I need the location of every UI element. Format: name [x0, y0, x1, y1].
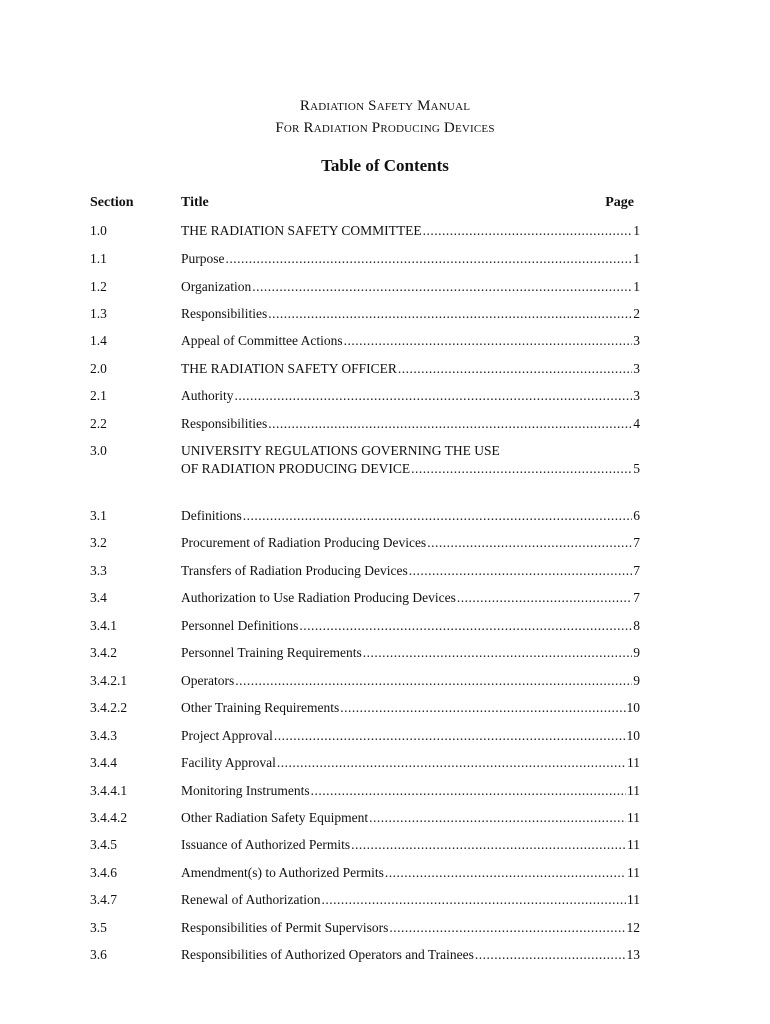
toc-entry-line — [181, 360, 640, 378]
toc-entry-title: Operators — [181, 673, 235, 688]
dot-leader — [268, 415, 632, 433]
toc-entry-title: Issuance of Authorized Permits — [181, 837, 351, 852]
toc-entry-number: 3.4.5 — [90, 837, 117, 852]
toc-entry-body — [181, 864, 640, 882]
toc-entry-number: 3.6 — [90, 947, 107, 962]
toc-entry-body — [181, 782, 640, 800]
toc-entry-number: 3.4.4 — [90, 755, 117, 770]
dot-leader — [389, 919, 625, 937]
toc-entry-line — [181, 460, 640, 478]
toc-entry-body — [181, 534, 640, 552]
toc-entry-page: 1 — [633, 251, 640, 266]
toc-entry-line — [181, 919, 640, 937]
toc-entry-number: 3.4.2 — [90, 645, 117, 660]
dot-leader — [369, 809, 626, 827]
toc-entry-number: 3.4.4.2 — [90, 810, 128, 825]
toc-entry-number: 2.2 — [90, 416, 107, 431]
toc-entry-page: 11 — [627, 810, 640, 825]
toc-entry-title: Renewal of Authorization — [181, 892, 321, 907]
toc-entry-title: Responsibilities — [181, 416, 268, 431]
toc-entry-body — [181, 278, 640, 296]
toc-entry-title: OF RADIATION PRODUCING DEVICE — [181, 461, 411, 476]
toc-entry-title: Facility Approval — [181, 755, 276, 770]
toc-entry-title: Authorization to Use Radiation Producing Devices — [181, 590, 456, 605]
toc-entry-page: 7 — [633, 590, 640, 605]
toc-entry-body — [181, 644, 640, 662]
toc-entry-line — [181, 507, 640, 525]
toc-entry-page: 3 — [633, 388, 640, 403]
toc-entry-title: Purpose — [181, 251, 225, 266]
toc-entry-line — [181, 617, 640, 635]
dot-leader — [385, 864, 626, 882]
toc-entry-title: Monitoring Instruments — [181, 783, 310, 798]
toc-entry-body — [181, 415, 640, 433]
toc-entry-number: 2.0 — [90, 361, 107, 376]
toc-entry-number: 3.4.2.1 — [90, 673, 128, 688]
dot-leader — [427, 534, 632, 552]
toc-entry-number: 3.4.1 — [90, 618, 117, 633]
toc-entry-page: 5 — [633, 461, 640, 476]
dot-leader — [344, 332, 633, 350]
toc-entry-body — [181, 809, 640, 827]
toc-entry-line — [181, 305, 640, 323]
dot-leader — [311, 782, 626, 800]
title-line-2: For Radiation Producing Devices — [275, 120, 495, 136]
toc-entry-number: 1.2 — [90, 279, 107, 294]
toc-entry-body — [181, 589, 640, 607]
toc-entry-number: 3.4.2.2 — [90, 700, 128, 715]
toc-entry-title-first-line: UNIVERSITY REGULATIONS GOVERNING THE USE — [181, 443, 500, 458]
toc-entry-line — [181, 891, 640, 909]
toc-heading: Table of Contents — [321, 156, 449, 175]
toc-entry-body — [181, 617, 640, 635]
toc-entry-page: 11 — [627, 783, 640, 798]
toc-entry-body — [181, 836, 640, 854]
dot-leader — [351, 836, 626, 854]
toc-entry-body — [181, 919, 640, 937]
toc-entry-line — [181, 782, 640, 800]
toc-entry-body — [181, 699, 640, 717]
toc-entry-number: 2.1 — [90, 388, 107, 403]
dot-leader — [268, 305, 632, 323]
toc-entry-page: 9 — [633, 645, 640, 660]
dot-leader — [457, 589, 632, 607]
toc-entry-title: Definitions — [181, 508, 242, 523]
dot-leader — [321, 891, 626, 909]
dot-leader — [274, 727, 626, 745]
toc-entry-body — [181, 727, 640, 745]
toc-entry-title: Authority — [181, 388, 234, 403]
toc-entry-number: 3.4.4.1 — [90, 783, 128, 798]
toc-entry-page: 11 — [627, 755, 640, 770]
toc-entry-title: Other Radiation Safety Equipment — [181, 810, 369, 825]
toc-entry-page: 3 — [633, 333, 640, 348]
toc-entry-title: Personnel Training Requirements — [181, 645, 362, 660]
toc-entry-line — [181, 415, 640, 433]
toc-entry-title: Responsibilities of Authorized Operators and Trainees — [181, 947, 474, 962]
toc-entry-line — [181, 727, 640, 745]
title-column-header: Title — [181, 195, 209, 210]
toc-entry-line — [181, 562, 640, 580]
dot-leader — [411, 460, 632, 478]
toc-entry-page: 6 — [633, 508, 640, 523]
dot-leader — [277, 754, 626, 772]
toc-entry-line — [181, 864, 640, 882]
toc-entry-body — [181, 222, 640, 240]
toc-entry-title: Responsibilities — [181, 306, 268, 321]
dot-leader — [235, 387, 633, 405]
dot-leader — [252, 278, 632, 296]
toc-entry-line — [181, 754, 640, 772]
toc-entry-body — [181, 562, 640, 580]
toc-entry-title: Project Approval — [181, 728, 273, 743]
toc-entry-number: 3.0 — [90, 443, 107, 458]
toc-entry-page: 1 — [633, 279, 640, 294]
dot-leader — [226, 250, 633, 268]
toc-entry-number: 1.4 — [90, 333, 107, 348]
toc-entry-body — [181, 332, 640, 350]
toc-entry-line — [181, 250, 640, 268]
toc-entry-line — [181, 809, 640, 827]
toc-entry-title: Other Training Requirements — [181, 700, 340, 715]
toc-entry-line — [181, 332, 640, 350]
dot-leader — [423, 222, 633, 240]
toc-entry-number: 1.1 — [90, 251, 107, 266]
toc-entry-page: 1 — [633, 223, 640, 238]
toc-entry-body — [181, 946, 640, 964]
toc-entry-line — [181, 836, 640, 854]
section-column-header: Section — [90, 195, 134, 210]
toc-entry-body — [181, 250, 640, 268]
toc-entry-body — [181, 672, 640, 690]
toc-entry-line — [181, 222, 640, 240]
toc-entry-number: 3.4.7 — [90, 892, 117, 907]
toc-entry-line — [181, 672, 640, 690]
toc-entry-number: 3.3 — [90, 563, 107, 578]
toc-entry-number: 3.1 — [90, 508, 107, 523]
toc-entry-title: Procurement of Radiation Producing Devices — [181, 535, 427, 550]
toc-entry-page: 11 — [627, 865, 640, 880]
toc-entry-body — [181, 754, 640, 772]
toc-entry-title: Amendment(s) to Authorized Permits — [181, 865, 384, 880]
toc-entry-title: THE RADIATION SAFETY COMMITTEE — [181, 223, 422, 238]
title-line-1: Radiation Safety Manual — [299, 98, 471, 114]
toc-entry-title: Transfers of Radiation Producing Devices — [181, 563, 408, 578]
toc-entry-page: 9 — [633, 673, 640, 688]
dot-leader — [363, 644, 633, 662]
toc-entry-page: 13 — [626, 947, 640, 962]
toc-entry-page: 10 — [626, 700, 640, 715]
toc-entry-page: 11 — [627, 892, 640, 907]
toc-entry-number: 1.0 — [90, 223, 107, 238]
toc-entry-page: 2 — [633, 306, 640, 321]
dot-leader — [340, 699, 625, 717]
dot-leader — [398, 360, 632, 378]
toc-entry-number: 3.4.6 — [90, 865, 117, 880]
toc-entry-page: 3 — [633, 361, 640, 376]
document-title — [0, 95, 770, 139]
toc-entry-body — [181, 305, 640, 323]
toc-entry-body — [181, 442, 640, 478]
toc-entry-line — [181, 589, 640, 607]
toc-entry-title: Appeal of Committee Actions — [181, 333, 343, 348]
toc-entry-body — [181, 387, 640, 405]
toc-entry-line — [181, 699, 640, 717]
dot-leader — [243, 507, 633, 525]
toc-entry-number: 3.2 — [90, 535, 107, 550]
toc-entry-line — [181, 946, 640, 964]
toc-entry-page: 7 — [633, 535, 640, 550]
toc-entry-title: THE RADIATION SAFETY OFFICER — [181, 361, 397, 376]
toc-entry-page: 10 — [626, 728, 640, 743]
toc-entry-body — [181, 891, 640, 909]
toc-entry-line — [181, 278, 640, 296]
toc-entry-line — [181, 644, 640, 662]
toc-entry-page: 8 — [633, 618, 640, 633]
toc-entry-number: 3.5 — [90, 920, 107, 935]
toc-entry-title: Responsibilities of Permit Supervisors — [181, 920, 389, 935]
toc-entry-page: 11 — [627, 837, 640, 852]
toc-entry-title: Personnel Definitions — [181, 618, 299, 633]
toc-entry-body — [181, 360, 640, 378]
toc-entry-number: 3.4.3 — [90, 728, 117, 743]
toc-entry-number: 1.3 — [90, 306, 107, 321]
toc-entry-body — [181, 507, 640, 525]
dot-leader — [409, 562, 633, 580]
toc-column-headers — [0, 195, 770, 215]
page-column-header: Page — [605, 195, 634, 210]
toc-entry-page: 12 — [626, 920, 640, 935]
toc-entry-title: Organization — [181, 279, 252, 294]
dot-leader — [475, 946, 626, 964]
dot-leader — [235, 672, 632, 690]
toc-entry-line — [181, 387, 640, 405]
toc-entry-page: 4 — [633, 416, 640, 431]
toc-entry-number: 3.4 — [90, 590, 107, 605]
toc-entry-page: 7 — [633, 563, 640, 578]
dot-leader — [299, 617, 632, 635]
toc-entry-line — [181, 534, 640, 552]
